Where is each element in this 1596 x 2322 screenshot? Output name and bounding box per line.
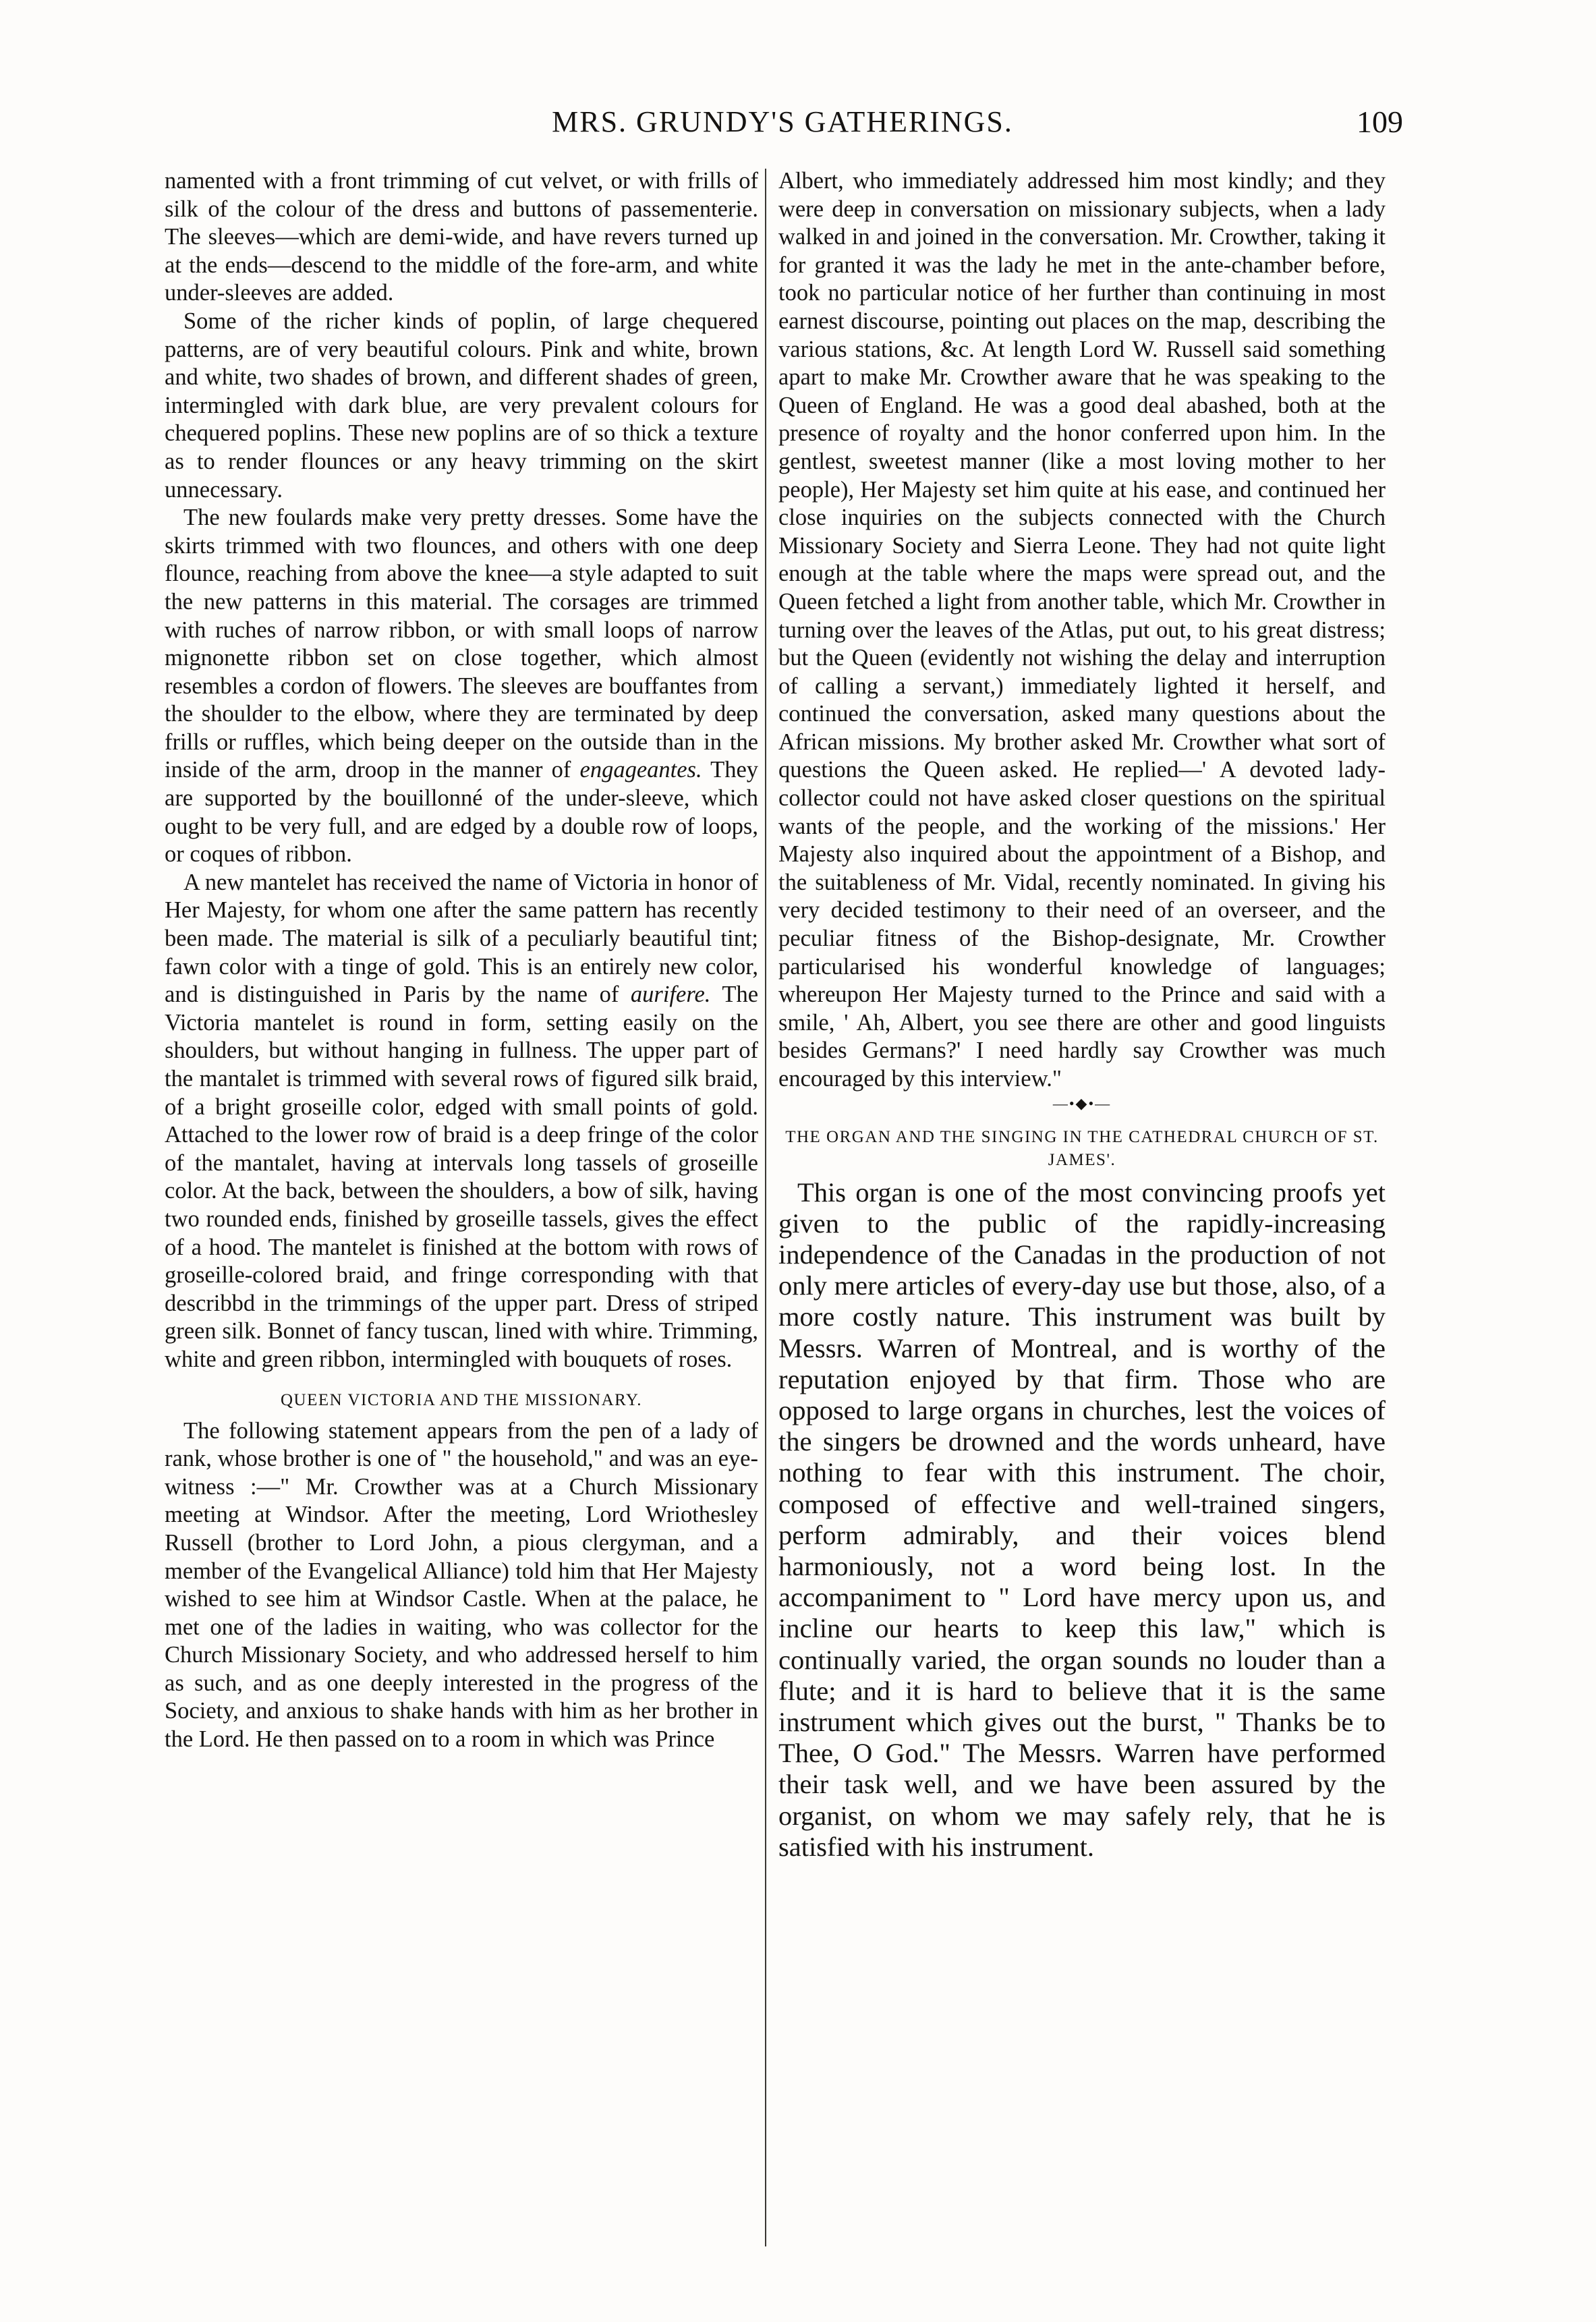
running-title: MRS. GRUNDY'S GATHERINGS.	[552, 105, 1013, 138]
paragraph-sleeves: namented with a front trimming of cut velvet, or with frills of silk of the colour of the dress and buttons of passementerie. The sleeves—which are demi-wide, and have revers turned up at the ends—descend to the middle of the fore-arm, and white under-sleeves are added.	[165, 168, 758, 306]
emphasis-aurifere: aurifere.	[630, 982, 711, 1008]
running-head	[162, 98, 1403, 146]
paragraph-foulards-text: The new foulards make very pretty dresses. Some have the skirts trimmed with two flounces, and others with one deep flounce, reaching from above the knee—a style adapted to suit the new patterns in this material. The corsages are trimmed with ruches of narrow ribbon, or with small loops of narrow mignonette ribbon set on close together, which almost resembles a cordon of flowers. The sleeves are bouffantes from the shoulder to the elbow, where they are terminated by deep frills or ruffles, which being deeper on the outside than in the inside of the arm, droop in the manner of	[165, 505, 758, 783]
page-number: 109	[1357, 105, 1403, 139]
section-title-queen-victoria: QUEEN VICTORIA AND THE MISSIONARY.	[280, 1390, 642, 1409]
paragraph-poplin: Some of the richer kinds of poplin, of large chequered patterns, are of very beautiful colours. Pink and white, brown and white, two shades of brown, and different shades of green, intermingled with dark blue, are very prevalent colours for chequered poplins. These new poplins are of so thick a texture as to render flounces or any heavy trimming on the skirt unnecessary.	[165, 308, 758, 503]
paragraph-foulards	[165, 504, 758, 869]
paragraph-missionary-statement: The following statement appears from the pen of a lady of rank, whose brother is one of " the household," and was an eye-witness :—" Mr. Crowther was at a Church Missionary meeting at Windsor. After the meeting, Lord Wriothesley Russell (brother to Lord John, a pious clergyman, and a member of the Evangelical Alliance) told him that Her Majesty wished to see him at Windsor Castle. When at the palace, he met one of the ladies in waiting, who was collector for the Church Missionary Society, and who addressed herself to him as such, and as one deeply interested in the progress of the Society, and anxious to shake hands with him as her brother in the Lord. He then passed on to a room in which was Prince	[165, 1417, 758, 1753]
right-column	[778, 167, 1386, 2272]
emphasis-engageantes: engageantes.	[579, 757, 702, 783]
left-column	[165, 167, 758, 2272]
paragraph-organ: This organ is one of the most convincing proofs yet given to the public of the rapidly-increasing independence of the Canadas in the production of not only mere articles of every-day use but those, also, of a more costly nature. This instrument was built by Messrs. Warren of Montreal, and is worthy of the reputation enjoyed by that firm. Those who are opposed to large organs in churches, lest the voices of the singers be drowned and the words unheard, have nothing to fear with this instrument. The choir, composed of effective and well-trained singers, perform admirably, and their voices blend harmoniously, not a word being lost. In the accompaniment to " Lord have mercy upon us, and incline our hearts to keep this law," which is continually varied, the organ sounds no louder than a flute; and it is hard to believe that it is the same instrument which gives out the burst, " Thanks be to Thee, O God." The Messrs. Warren have performed their task well, and we have been assured by the organist, on whom we may safely rely, that he is satisfied with his instrument.	[778, 1177, 1386, 1862]
section-separator-ornament: —•◆•—	[1052, 1094, 1112, 1112]
paragraph-foulards-text-end: They are supported by the bouillonné of the under-sleeve, which ought to be very full, and are edged by a double row of loops, or coques of ribbon.	[165, 757, 758, 868]
column-rule	[765, 169, 766, 2246]
paragraph-mantelet-text-end: The Victoria mantelet is round in form, setting easily on the shoulders, but without hanging in fullness. The upper part of the mantalet is trimmed with several rows of figured silk braid, of a bright groseille color, edged with small points of gold. Attached to the lower row of braid is a deep fringe of the color of the mantalet, having at intervals long tassels of groseille color. At the back, between the shoulders, a bow of silk, having two rounded ends, finished by groseille tassels, gives the effect of a hood. The mantelet is finished at the bottom with rows of groseille-colored braid, and fringe corresponding with that describbd in the trimmings of the upper part. Dress of striped green silk. Bonnet of fancy tuscan, lined with whire. Trimming, white and green ribbon, intermingled with bouquets of roses.	[165, 982, 758, 1372]
paragraph-mantelet	[165, 869, 758, 1374]
section-title-organ: THE ORGAN AND THE SINGING IN THE CATHEDRAL CHURCH OF ST. JAMES'.	[785, 1127, 1379, 1169]
paragraph-prince-albert: Albert, who immediately addressed him most kindly; and they were deep in conversation on missionary subjects, when a lady walked in and joined in the conversation. Mr. Crowther, taking it for granted it was the lady he met in the ante-chamber before, took no particular notice of her further than continuing in most earnest discourse, pointing out places on the map, describing the various stations, &c. At length Lord W. Russell said something apart to make Mr. Crowther aware that he was speaking to the Queen of England. He was a good deal abashed, both at the presence of royalty and the honor conferred upon him. In the gentlest, sweetest manner (like a most loving mother to her people), Her Majesty set him quite at his ease, and continued her close inquiries on the subjects connected with the Church Missionary Society and Sierra Leone. They had not quite light enough at the table where the maps were spread out, and the Queen fetched a light from another table, which Mr. Crowther in turning over the leaves of the Atlas, put out, to his great distress; but the Queen (evidently not wishing the delay and interruption of calling a servant,) immediately lighted it herself, and continued the conversation, asked many questions about the African missions. My brother asked Mr. Crowther what sort of questions the Queen asked. He replied—' A devoted lady-collector could not have asked closer questions on the spiritual wants of the people, and the working of the missions.' Her Majesty also inquired about the appointment of a Bishop, and the suitableness of Mr. Vidal, recently nominated. In giving his very decided testimony to their need of an overseer, and the peculiar fitness of the Bishop-designate, Mr. Crowther particularised his wonderful knowledge of languages; whereupon Her Majesty turned to the Prince and said with a smile, ' Ah, Albert, you see there are other and good linguists besides Germans?' I need hardly say Crowther was much encouraged by this interview."	[778, 168, 1386, 1092]
paragraph-mantelet-text: A new mantelet has received the name of Victoria in honor of Her Majesty, for whom one after the same pattern has recently been made. The material is silk of a peculiarly beautiful tint; fawn color with a tinge of gold. This is an entirely new color, and is distinguished in Paris by the name of	[165, 869, 758, 1008]
